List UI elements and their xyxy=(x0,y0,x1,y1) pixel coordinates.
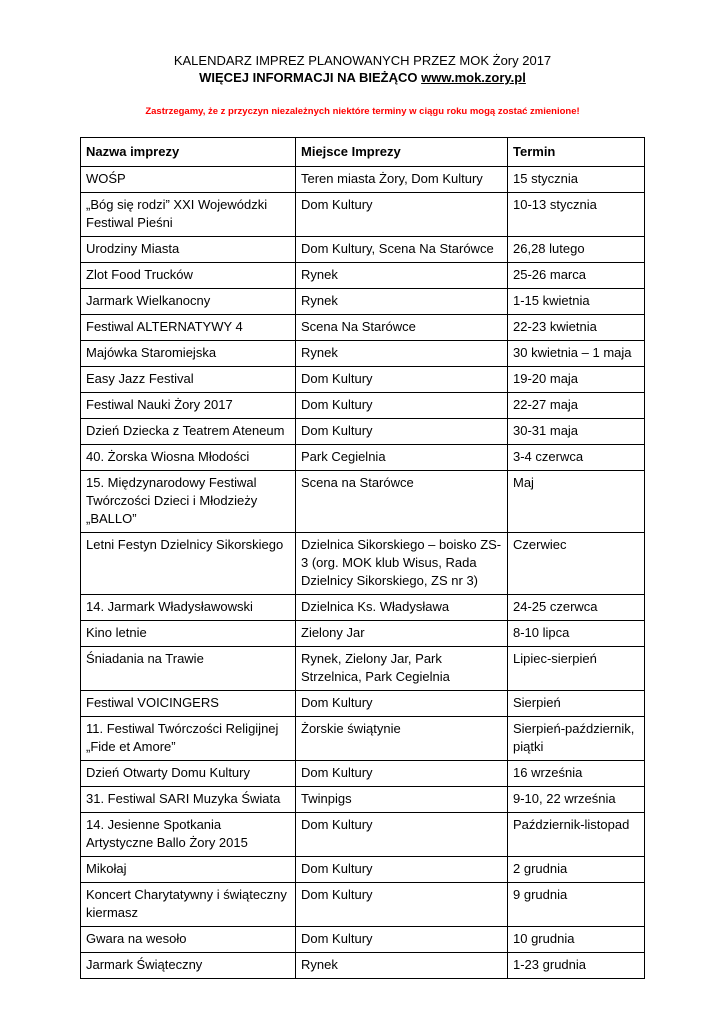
event-venue-cell: Rynek xyxy=(296,289,508,315)
event-venue-cell: Scena na Starówce xyxy=(296,471,508,533)
event-date-cell: Czerwiec xyxy=(508,533,645,595)
event-date-cell: Sierpień xyxy=(508,691,645,717)
document-header xyxy=(0,52,725,86)
event-venue-cell: Dzielnica Sikorskiego – boisko ZS-3 (org. MOK klub Wisus, Rada Dzielnicy Sikorskiego, ZS nr 3) xyxy=(296,533,508,595)
event-date-cell: 10 grudnia xyxy=(508,927,645,953)
table-row xyxy=(81,533,645,595)
event-date-cell: 1-23 grudnia xyxy=(508,953,645,979)
event-date-cell: 10-13 stycznia xyxy=(508,193,645,237)
event-name-cell: 15. Międzynarodowy Festiwal Twórczości Dzieci i Młodzieży „BALLO” xyxy=(81,471,296,533)
event-name-cell: 14. Jesienne Spotkania Artystyczne Ballo Żory 2015 xyxy=(81,813,296,857)
event-date-cell: 9 grudnia xyxy=(508,883,645,927)
event-venue-cell: Dom Kultury xyxy=(296,857,508,883)
event-date-cell: 8-10 lipca xyxy=(508,621,645,647)
event-name-cell: Festiwal Nauki Żory 2017 xyxy=(81,393,296,419)
table-row xyxy=(81,647,645,691)
table-row xyxy=(81,953,645,979)
event-date-cell: Październik-listopad xyxy=(508,813,645,857)
event-venue-cell: Teren miasta Żory, Dom Kultury xyxy=(296,167,508,193)
event-date-cell: 24-25 czerwca xyxy=(508,595,645,621)
event-venue-cell: Dom Kultury xyxy=(296,883,508,927)
event-date-cell: 9-10, 22 września xyxy=(508,787,645,813)
event-venue-cell: Dom Kultury xyxy=(296,927,508,953)
event-venue-cell: Rynek xyxy=(296,341,508,367)
table-row xyxy=(81,595,645,621)
event-name-cell: Letni Festyn Dzielnicy Sikorskiego xyxy=(81,533,296,595)
event-name-cell: Śniadania na Trawie xyxy=(81,647,296,691)
event-name-cell: Festiwal ALTERNATYWY 4 xyxy=(81,315,296,341)
table-row xyxy=(81,289,645,315)
column-header-venue: Miejsce Imprezy xyxy=(296,138,508,167)
document-title: KALENDARZ IMPREZ PLANOWANYCH PRZEZ MOK Żory 2017 xyxy=(173,53,552,68)
table-row xyxy=(81,621,645,647)
table-row xyxy=(81,787,645,813)
event-name-cell: Easy Jazz Festival xyxy=(81,367,296,393)
event-name-cell: Zlot Food Trucków xyxy=(81,263,296,289)
event-name-cell: Festiwal VOICINGERS xyxy=(81,691,296,717)
event-date-cell: 30 kwietnia – 1 maja xyxy=(508,341,645,367)
website-link[interactable]: www.mok.zory.pl xyxy=(421,70,526,85)
event-date-cell: 22-27 maja xyxy=(508,393,645,419)
table-row xyxy=(81,193,645,237)
table-row xyxy=(81,883,645,927)
event-name-cell: 11. Festiwal Twórczości Religijnej „Fide et Amore” xyxy=(81,717,296,761)
table-row xyxy=(81,263,645,289)
event-name-cell: Majówka Staromiejska xyxy=(81,341,296,367)
event-venue-cell: Twinpigs xyxy=(296,787,508,813)
table-row xyxy=(81,341,645,367)
table-row xyxy=(81,691,645,717)
event-name-cell: Jarmark Świąteczny xyxy=(81,953,296,979)
schedule-change-notice: Zastrzegamy, że z przyczyn niezależnych niektóre terminy w ciągu roku mogą zostać zmienione! xyxy=(145,106,580,117)
event-name-cell: Kino letnie xyxy=(81,621,296,647)
table-row xyxy=(81,471,645,533)
event-venue-cell: Rynek, Zielony Jar, Park Strzelnica, Park Cegielnia xyxy=(296,647,508,691)
event-venue-cell: Dom Kultury xyxy=(296,761,508,787)
event-name-cell: Jarmark Wielkanocny xyxy=(81,289,296,315)
table-row xyxy=(81,717,645,761)
event-venue-cell: Zielony Jar xyxy=(296,621,508,647)
event-venue-cell: Dom Kultury xyxy=(296,393,508,419)
event-name-cell: Gwara na wesoło xyxy=(81,927,296,953)
column-header-event-name: Nazwa imprezy xyxy=(81,138,296,167)
event-date-cell: 30-31 maja xyxy=(508,419,645,445)
table-row xyxy=(81,813,645,857)
event-venue-cell: Rynek xyxy=(296,263,508,289)
event-date-cell: Sierpień-październik, piątki xyxy=(508,717,645,761)
event-name-cell: Dzień Dziecka z Teatrem Ateneum xyxy=(81,419,296,445)
event-venue-cell: Dom Kultury xyxy=(296,193,508,237)
event-name-cell: „Bóg się rodzi” XXI Wojewódzki Festiwal Pieśni xyxy=(81,193,296,237)
event-venue-cell: Dom Kultury xyxy=(296,367,508,393)
event-venue-cell: Scena Na Starówce xyxy=(296,315,508,341)
table-row xyxy=(81,927,645,953)
event-date-cell: Lipiec-sierpień xyxy=(508,647,645,691)
event-date-cell: 22-23 kwietnia xyxy=(508,315,645,341)
event-venue-cell: Dom Kultury xyxy=(296,691,508,717)
event-date-cell: 3-4 czerwca xyxy=(508,445,645,471)
event-venue-cell: Żorskie świątynie xyxy=(296,717,508,761)
event-venue-cell: Dom Kultury xyxy=(296,419,508,445)
table-row xyxy=(81,167,645,193)
event-venue-cell: Park Cegielnia xyxy=(296,445,508,471)
event-venue-cell: Dzielnica Ks. Władysława xyxy=(296,595,508,621)
event-name-cell: Urodziny Miasta xyxy=(81,237,296,263)
event-name-cell: 14. Jarmark Władysławowski xyxy=(81,595,296,621)
event-name-cell: Koncert Charytatywny i świąteczny kiermasz xyxy=(81,883,296,927)
event-date-cell: 19-20 maja xyxy=(508,367,645,393)
event-venue-cell: Rynek xyxy=(296,953,508,979)
table-row xyxy=(81,393,645,419)
event-name-cell: WOŚP xyxy=(81,167,296,193)
event-date-cell: 2 grudnia xyxy=(508,857,645,883)
table-row xyxy=(81,367,645,393)
event-date-cell: 15 stycznia xyxy=(508,167,645,193)
event-name-cell: Dzień Otwarty Domu Kultury xyxy=(81,761,296,787)
event-date-cell: 16 września xyxy=(508,761,645,787)
events-table xyxy=(80,137,645,979)
table-row xyxy=(81,857,645,883)
event-name-cell: Mikołaj xyxy=(81,857,296,883)
event-venue-cell: Dom Kultury xyxy=(296,813,508,857)
column-header-date: Termin xyxy=(508,138,645,167)
event-venue-cell: Dom Kultury, Scena Na Starówce xyxy=(296,237,508,263)
event-name-cell: 40. Żorska Wiosna Młodości xyxy=(81,445,296,471)
table-row xyxy=(81,761,645,787)
table-row xyxy=(81,315,645,341)
table-row xyxy=(81,419,645,445)
event-date-cell: Maj xyxy=(508,471,645,533)
event-name-cell: 31. Festiwal SARI Muzyka Świata xyxy=(81,787,296,813)
info-line xyxy=(0,69,725,86)
event-date-cell: 1-15 kwietnia xyxy=(508,289,645,315)
table-row xyxy=(81,237,645,263)
event-date-cell: 26,28 lutego xyxy=(508,237,645,263)
events-table-body xyxy=(81,167,645,979)
table-row xyxy=(81,445,645,471)
table-header-row xyxy=(81,138,645,167)
event-date-cell: 25-26 marca xyxy=(508,263,645,289)
info-line-text: WIĘCEJ INFORMACJI NA BIEŻĄCO xyxy=(199,70,422,85)
